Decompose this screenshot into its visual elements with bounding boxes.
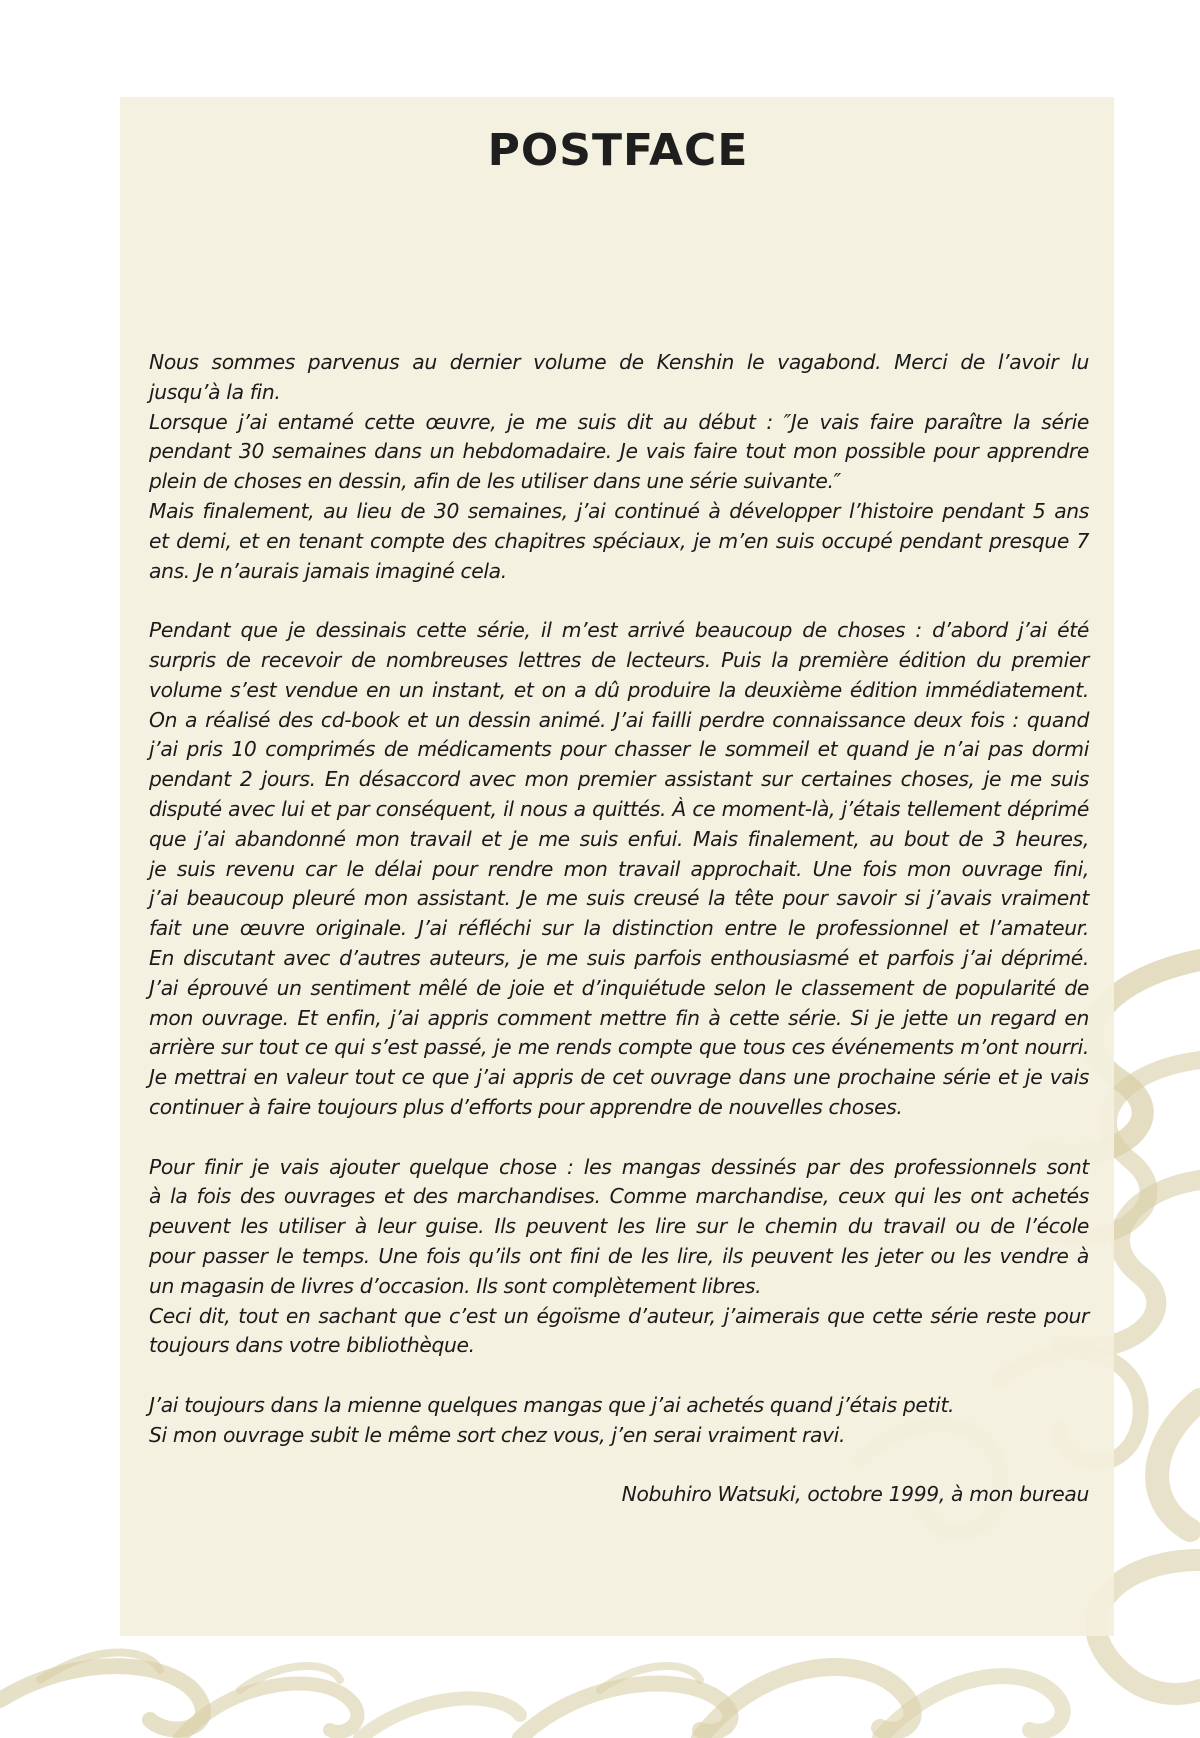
text-line: j’ai beaucoup pleuré mon assistant. Je me suis creusé la tête pour savoir si j’avais vraiment bbox=[149, 886, 1089, 911]
text-line: Ceci dit, tout en sachant que c’est un égoïsme d’auteur, j’aimerais que cette série reste pour bbox=[149, 1303, 1089, 1328]
text-line: On a réalisé des cd-book et un dessin animé. J’ai failli perdre connaissance deux fois : quand bbox=[149, 707, 1089, 732]
text-line: Mais finalement, au lieu de 30 semaines, j’ai continué à développer l’histoire pendant 5 ans bbox=[149, 498, 1089, 523]
text-line: je suis revenu car le délai pour rendre mon travail approchait. Une fois mon ouvrage fini, bbox=[149, 856, 1089, 881]
text-line: un magasin de livres d’occasion. Ils sont complètement libres. bbox=[149, 1273, 762, 1298]
page-title: POSTFACE bbox=[487, 125, 749, 176]
text-line: surpris de recevoir de nombreuses lettres de lecteurs. Puis la première édition du premier bbox=[149, 647, 1089, 672]
text-line: Lorsque j’ai entamé cette œuvre, je me suis dit au début : ″Je vais faire paraître la série bbox=[149, 409, 1089, 434]
text-line: mon ouvrage. Et enfin, j’ai appris comment mettre fin à cette série. Si je jette un regard en bbox=[149, 1005, 1089, 1030]
text-line: pour passer le temps. Une fois qu’ils ont fini de les lire, ils peuvent les jeter ou les vendre à bbox=[149, 1243, 1089, 1268]
paragraph-gap bbox=[149, 586, 1089, 616]
text-line: à la fois des ouvrages et des marchandises. Comme marchandise, ceux qui les ont achetés bbox=[149, 1184, 1089, 1209]
text-line: fait une œuvre originale. J’ai réfléchi sur la distinction entre le professionnel et l’amateur. bbox=[149, 916, 1089, 941]
paragraph-gap bbox=[149, 1450, 1089, 1480]
text-line: ans. Je n’aurais jamais imaginé cela. bbox=[149, 558, 507, 583]
text-line: Nous sommes parvenus au dernier volume de Kenshin le vagabond. Merci de l’avoir lu bbox=[149, 350, 1089, 374]
text-line: jusqu’à la fin. bbox=[149, 379, 281, 404]
text-line: Si mon ouvrage subit le même sort chez vous, j’en serai vraiment ravi. bbox=[149, 1422, 846, 1447]
text-line: En discutant avec d’autres auteurs, je me suis parfois enthousiasmé et parfois j’ai déprimé. bbox=[149, 945, 1089, 970]
text-line: toujours dans votre bibliothèque. bbox=[149, 1333, 475, 1358]
text-line: continuer à faire toujours plus d’efforts pour apprendre de nouvelles choses. bbox=[149, 1094, 903, 1119]
text-line: pendant 2 jours. En désaccord avec mon premier assistant sur certaines choses, je me suis bbox=[149, 767, 1089, 792]
text-line: peuvent les utiliser à leur guise. Ils peuvent les lire sur le chemin du travail ou de l’école bbox=[149, 1214, 1089, 1239]
text-line: pendant 30 semaines dans un hebdomadaire. Je vais faire tout mon possible pour apprendre bbox=[149, 439, 1089, 464]
text-line: plein de choses en dessin, afin de les utiliser dans une série suivante.″ bbox=[149, 469, 841, 494]
author-signature: Nobuhiro Watsuki, octobre 1999, à mon bureau bbox=[621, 1482, 1089, 1507]
text-line: J’ai toujours dans la mienne quelques mangas que j’ai achetés quand j’étais petit. bbox=[149, 1392, 955, 1417]
text-line: Pour finir je vais ajouter quelque chose : les mangas dessinés par des professionnels sont bbox=[149, 1154, 1089, 1179]
text-line: volume s’est vendue en un instant, et on a dû produire la deuxième édition immédiatement. bbox=[149, 677, 1089, 702]
text-line: Pendant que je dessinais cette série, il m’est arrivé beaucoup de choses : d’abord j’ai été bbox=[149, 618, 1089, 643]
text-line: Je mettrai en valeur tout ce que j’ai appris de cet ouvrage dans une prochaine série et je vais bbox=[149, 1065, 1089, 1090]
text-line: j’ai pris 10 comprimés de médicaments pour chasser le sommeil et quand je n’ai pas dormi bbox=[149, 737, 1089, 762]
paragraph-gap bbox=[149, 1123, 1089, 1153]
paragraph-gap bbox=[149, 1361, 1089, 1391]
postface-body bbox=[149, 348, 1089, 1510]
text-line: que j’ai abandonné mon travail et je me suis enfui. Mais finalement, au bout de 3 heures, bbox=[149, 826, 1089, 851]
text-line: disputé avec lui et par conséquent, il nous a quittés. À ce moment-là, j’étais tellement déprimé bbox=[149, 796, 1089, 821]
text-line: et demi, et en tenant compte des chapitres spéciaux, je m’en suis occupé pendant presque 7 bbox=[149, 528, 1089, 553]
text-line: J’ai éprouvé un sentiment mêlé de joie et d’inquiétude selon le classement de popularité de bbox=[149, 975, 1089, 1000]
text-line: arrière sur tout ce qui s’est passé, je me rends compte que tous ces événements m’ont nourri. bbox=[149, 1035, 1089, 1060]
